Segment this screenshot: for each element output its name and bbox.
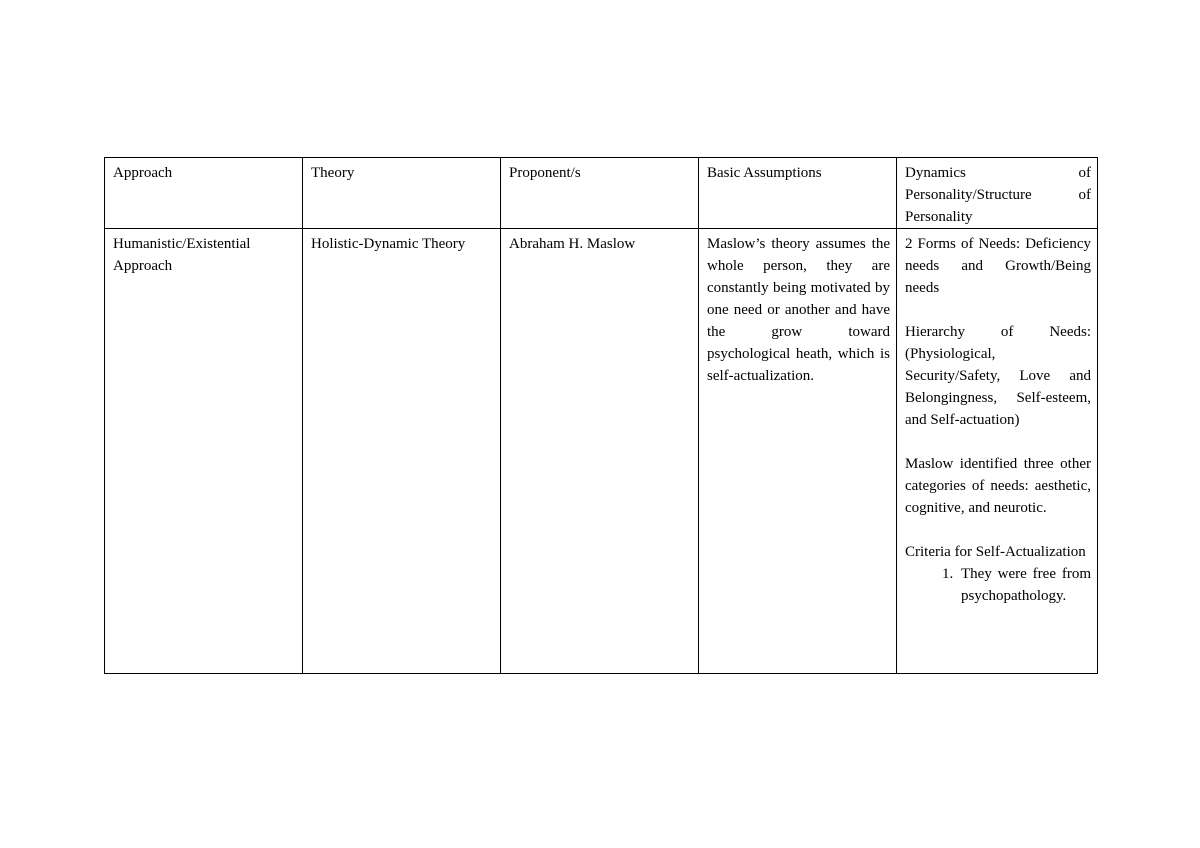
header-approach: Approach bbox=[105, 158, 303, 229]
hierarchy-of-needs-text: Hierarchy of Needs: (Physiological, Security/Safety, Love and Belongingness, Self-esteem, and Self-actuation) bbox=[905, 324, 1091, 428]
table-row bbox=[105, 229, 1098, 674]
criteria-heading: Criteria for Self-Actualization bbox=[905, 544, 1086, 560]
table-header-row bbox=[105, 158, 1098, 229]
cell-proponent: Abraham H. Maslow bbox=[501, 229, 699, 674]
header-dynamics: Dynamics of Personality/Structure of Personality bbox=[897, 158, 1098, 229]
cell-basic-assumptions: Maslow’s theory assumes the whole person, they are constantly being motivated by one need or another and have the grow toward psychological heath, which is self-actualization. bbox=[699, 229, 897, 674]
header-theory: Theory bbox=[303, 158, 501, 229]
header-basic-assumptions: Basic Assumptions bbox=[699, 158, 897, 229]
cell-approach: Humanistic/Existential Approach bbox=[105, 229, 303, 674]
cell-theory: Holistic-Dynamic Theory bbox=[303, 229, 501, 674]
header-proponents: Proponent/s bbox=[501, 158, 699, 229]
criteria-list bbox=[905, 563, 1091, 607]
list-item: 1. They were free from psychopathology. bbox=[957, 563, 1091, 607]
forms-of-needs-text: 2 Forms of Needs: Deficiency needs and Growth/Being needs bbox=[905, 236, 1091, 296]
personality-theory-table bbox=[104, 157, 1098, 674]
cell-dynamics bbox=[897, 229, 1098, 674]
other-categories-text: Maslow identified three other categories of needs: aesthetic, cognitive, and neurotic. bbox=[905, 456, 1091, 516]
